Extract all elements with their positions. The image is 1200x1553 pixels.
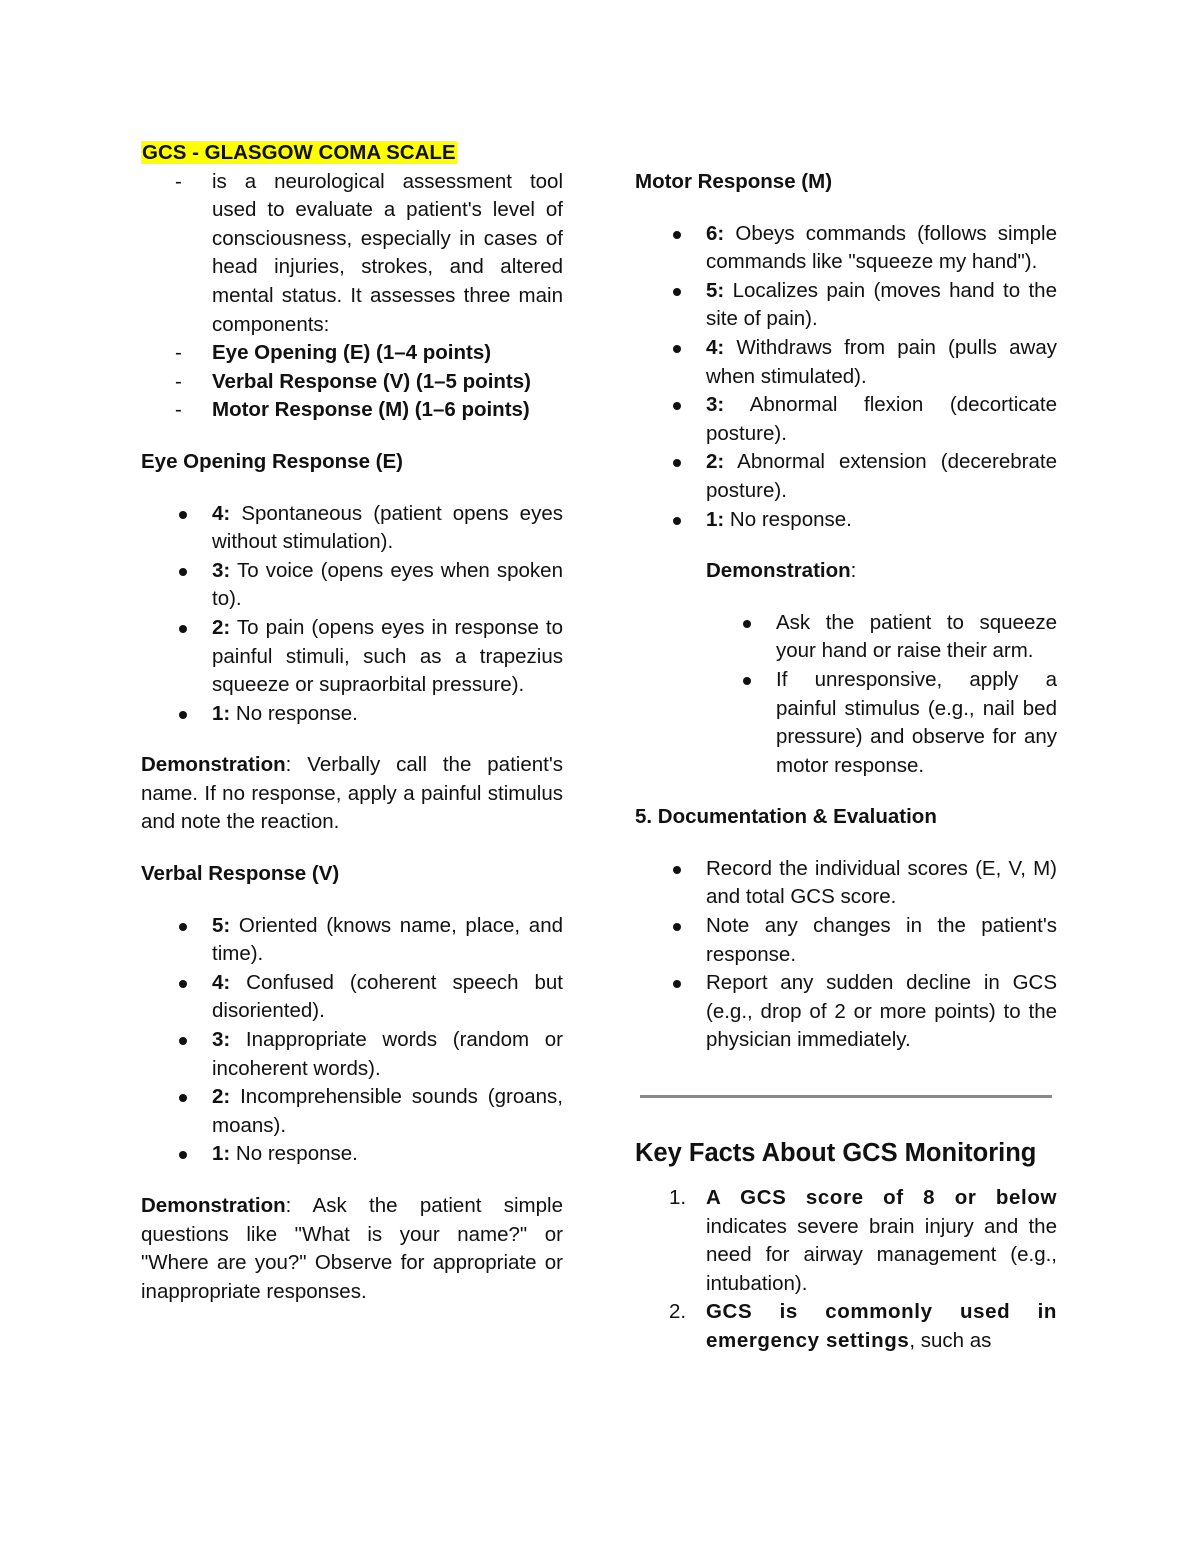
score-description: Inappropriate words (random or incoherent words). bbox=[212, 1028, 563, 1080]
left-column bbox=[141, 139, 563, 1306]
score-label: 1: bbox=[212, 701, 231, 725]
eye-demonstration bbox=[141, 751, 563, 837]
demo-label: Demonstration bbox=[706, 559, 851, 583]
eye-list bbox=[141, 500, 563, 729]
document-title bbox=[141, 139, 563, 168]
list-item bbox=[635, 1184, 1057, 1298]
list-item bbox=[141, 557, 563, 614]
score-description: Spontaneous (patient opens eyes without stimulation). bbox=[212, 501, 563, 554]
dash-marker: - bbox=[175, 341, 182, 365]
list-item bbox=[141, 700, 563, 729]
score-description: No response. bbox=[230, 1142, 358, 1166]
score-label: 2: bbox=[212, 615, 231, 639]
component-text: Eye Opening (E) (1–4 points) bbox=[212, 341, 492, 365]
list-item bbox=[141, 969, 563, 1026]
score-description: Confused (coherent speech but disoriented). bbox=[212, 970, 563, 1023]
verbal-list bbox=[141, 912, 563, 1169]
key-facts-heading: Key Facts About GCS Monitoring bbox=[635, 1139, 1037, 1168]
title-highlight: GCS - GLASGOW COMA SCALE bbox=[142, 141, 456, 164]
documentation-text: Record the individual scores (E, V, M) and total GCS score. bbox=[706, 856, 1057, 909]
demo-step: Ask the patient to squeeze your hand or raise their arm. bbox=[776, 610, 1057, 663]
score-label: 2: bbox=[212, 1085, 231, 1109]
bullet-icon bbox=[179, 1037, 187, 1045]
list-item bbox=[635, 609, 1057, 666]
bullet-icon bbox=[179, 1151, 187, 1159]
dash-marker: - bbox=[175, 369, 182, 393]
score-description: To pain (opens eyes in response to painful stimuli, such as a trapezius squeeze or supraorbital pressure). bbox=[212, 615, 563, 697]
motor-demo-list bbox=[635, 609, 1057, 781]
score-description: Localizes pain (moves hand to the site of pain). bbox=[706, 278, 1057, 331]
documentation-text: Note any changes in the patient's response. bbox=[706, 914, 1057, 966]
bullet-icon bbox=[673, 402, 681, 410]
score-label: 1: bbox=[706, 507, 725, 531]
list-item bbox=[141, 1026, 563, 1083]
score-label: 1: bbox=[212, 1142, 231, 1166]
list-item bbox=[635, 855, 1057, 912]
demo-text: : Ask the patient simple questions like "What is your name?" or "Where are you?" Observe for appropriate or inappropriate responses. bbox=[141, 1194, 563, 1303]
score-label: 5: bbox=[212, 913, 231, 937]
intro-list bbox=[141, 168, 563, 425]
score-description: Withdraws from pain (pulls away when stimulated). bbox=[706, 335, 1057, 388]
demo-label: Demonstration bbox=[141, 753, 286, 777]
score-label: 2: bbox=[706, 450, 725, 474]
score-label: 4: bbox=[706, 335, 725, 359]
list-item bbox=[635, 277, 1057, 334]
bullet-icon bbox=[673, 980, 681, 988]
bullet-icon bbox=[673, 866, 681, 874]
bullet-icon bbox=[179, 923, 187, 931]
list-item bbox=[635, 912, 1057, 969]
score-label: 3: bbox=[212, 1028, 231, 1052]
motor-demonstration bbox=[635, 557, 1057, 586]
score-description: Incomprehensible sounds (groans, moans). bbox=[212, 1085, 563, 1137]
motor-list bbox=[635, 220, 1057, 535]
documentation-heading: 5. Documentation & Evaluation bbox=[635, 805, 937, 829]
eye-heading: Eye Opening Response (E) bbox=[141, 449, 403, 473]
bullet-icon bbox=[743, 677, 751, 685]
demo-text: : Verbally call the patient's name. If no response, apply a painful stimulus and note the reaction. bbox=[141, 753, 563, 834]
documentation-list bbox=[635, 855, 1057, 1055]
list-item bbox=[635, 220, 1057, 277]
bullet-icon bbox=[179, 980, 187, 988]
verbal-demonstration bbox=[141, 1192, 563, 1306]
demo-step: If unresponsive, apply a painful stimulus (e.g., nail bed pressure) and observe for any motor response. bbox=[776, 667, 1057, 777]
bullet-icon bbox=[179, 625, 187, 633]
component-item bbox=[141, 339, 563, 368]
list-number: 2. bbox=[669, 1300, 687, 1324]
bullet-icon bbox=[673, 231, 681, 239]
bullet-icon bbox=[179, 568, 187, 576]
list-item bbox=[635, 969, 1057, 1055]
intro-item bbox=[141, 168, 563, 340]
list-item bbox=[141, 1083, 563, 1140]
score-label: 5: bbox=[706, 278, 725, 302]
fact-emphasis: GCS is commonly used in emergency settings bbox=[706, 1300, 1057, 1352]
bullet-icon bbox=[179, 711, 187, 719]
fact-emphasis: A GCS score of 8 or below bbox=[706, 1186, 1057, 1210]
bullet-icon bbox=[673, 459, 681, 467]
component-item bbox=[141, 396, 563, 425]
demo-label: Demonstration bbox=[141, 1194, 286, 1217]
score-description: No response. bbox=[724, 507, 852, 531]
documentation-text: Report any sudden decline in GCS (e.g., drop of 2 or more points) to the physician immediately. bbox=[706, 971, 1057, 1052]
score-description: No response. bbox=[230, 701, 358, 725]
dash-marker: - bbox=[175, 169, 182, 193]
motor-heading: Motor Response (M) bbox=[635, 170, 833, 193]
bullet-icon bbox=[179, 1094, 187, 1102]
dash-marker: - bbox=[175, 398, 182, 422]
list-item bbox=[141, 1140, 563, 1169]
score-label: 4: bbox=[212, 970, 231, 994]
list-item bbox=[635, 666, 1057, 780]
bullet-icon bbox=[179, 511, 187, 519]
component-item bbox=[141, 368, 563, 397]
list-item bbox=[635, 391, 1057, 448]
score-description: To voice (opens eyes when spoken to). bbox=[212, 558, 563, 611]
score-description: Obeys commands (follows simple commands like "squeeze my hand"). bbox=[706, 221, 1057, 274]
list-item bbox=[635, 1298, 1057, 1355]
list-item bbox=[141, 500, 563, 557]
score-label: 3: bbox=[706, 393, 725, 417]
score-description: Abnormal extension (decerebrate posture). bbox=[706, 450, 1057, 502]
intro-text: is a neurological assessment tool used to evaluate a patient's level of consciousness, especially in cases of head injuries, strokes, and altered mental status. It assesses three main components: bbox=[212, 169, 563, 336]
score-description: Abnormal flexion (decorticate posture). bbox=[706, 393, 1057, 445]
score-label: 6: bbox=[706, 221, 725, 245]
horizontal-divider bbox=[640, 1095, 1052, 1098]
bullet-icon bbox=[673, 923, 681, 931]
component-text: Motor Response (M) (1–6 points) bbox=[212, 398, 530, 422]
list-item bbox=[141, 912, 563, 969]
key-facts-list bbox=[635, 1184, 1057, 1356]
demo-colon: : bbox=[850, 559, 857, 583]
right-column bbox=[635, 168, 1057, 1356]
component-text: Verbal Response (V) (1–5 points) bbox=[212, 369, 531, 393]
score-label: 4: bbox=[212, 501, 231, 525]
list-number: 1. bbox=[669, 1186, 687, 1210]
bullet-icon bbox=[743, 620, 751, 628]
score-label: 3: bbox=[212, 558, 231, 582]
list-item bbox=[635, 448, 1057, 505]
fact-text: indicates severe brain injury and the need for airway management (e.g., intubation). bbox=[706, 1214, 1057, 1295]
bullet-icon bbox=[673, 517, 681, 525]
verbal-heading: Verbal Response (V) bbox=[141, 862, 340, 886]
score-description: Oriented (knows name, place, and time). bbox=[212, 913, 563, 966]
bullet-icon bbox=[673, 345, 681, 353]
list-item bbox=[635, 506, 1057, 535]
list-item bbox=[141, 614, 563, 700]
fact-text: , such as bbox=[909, 1329, 992, 1352]
bullet-icon bbox=[673, 288, 681, 296]
list-item bbox=[635, 334, 1057, 391]
